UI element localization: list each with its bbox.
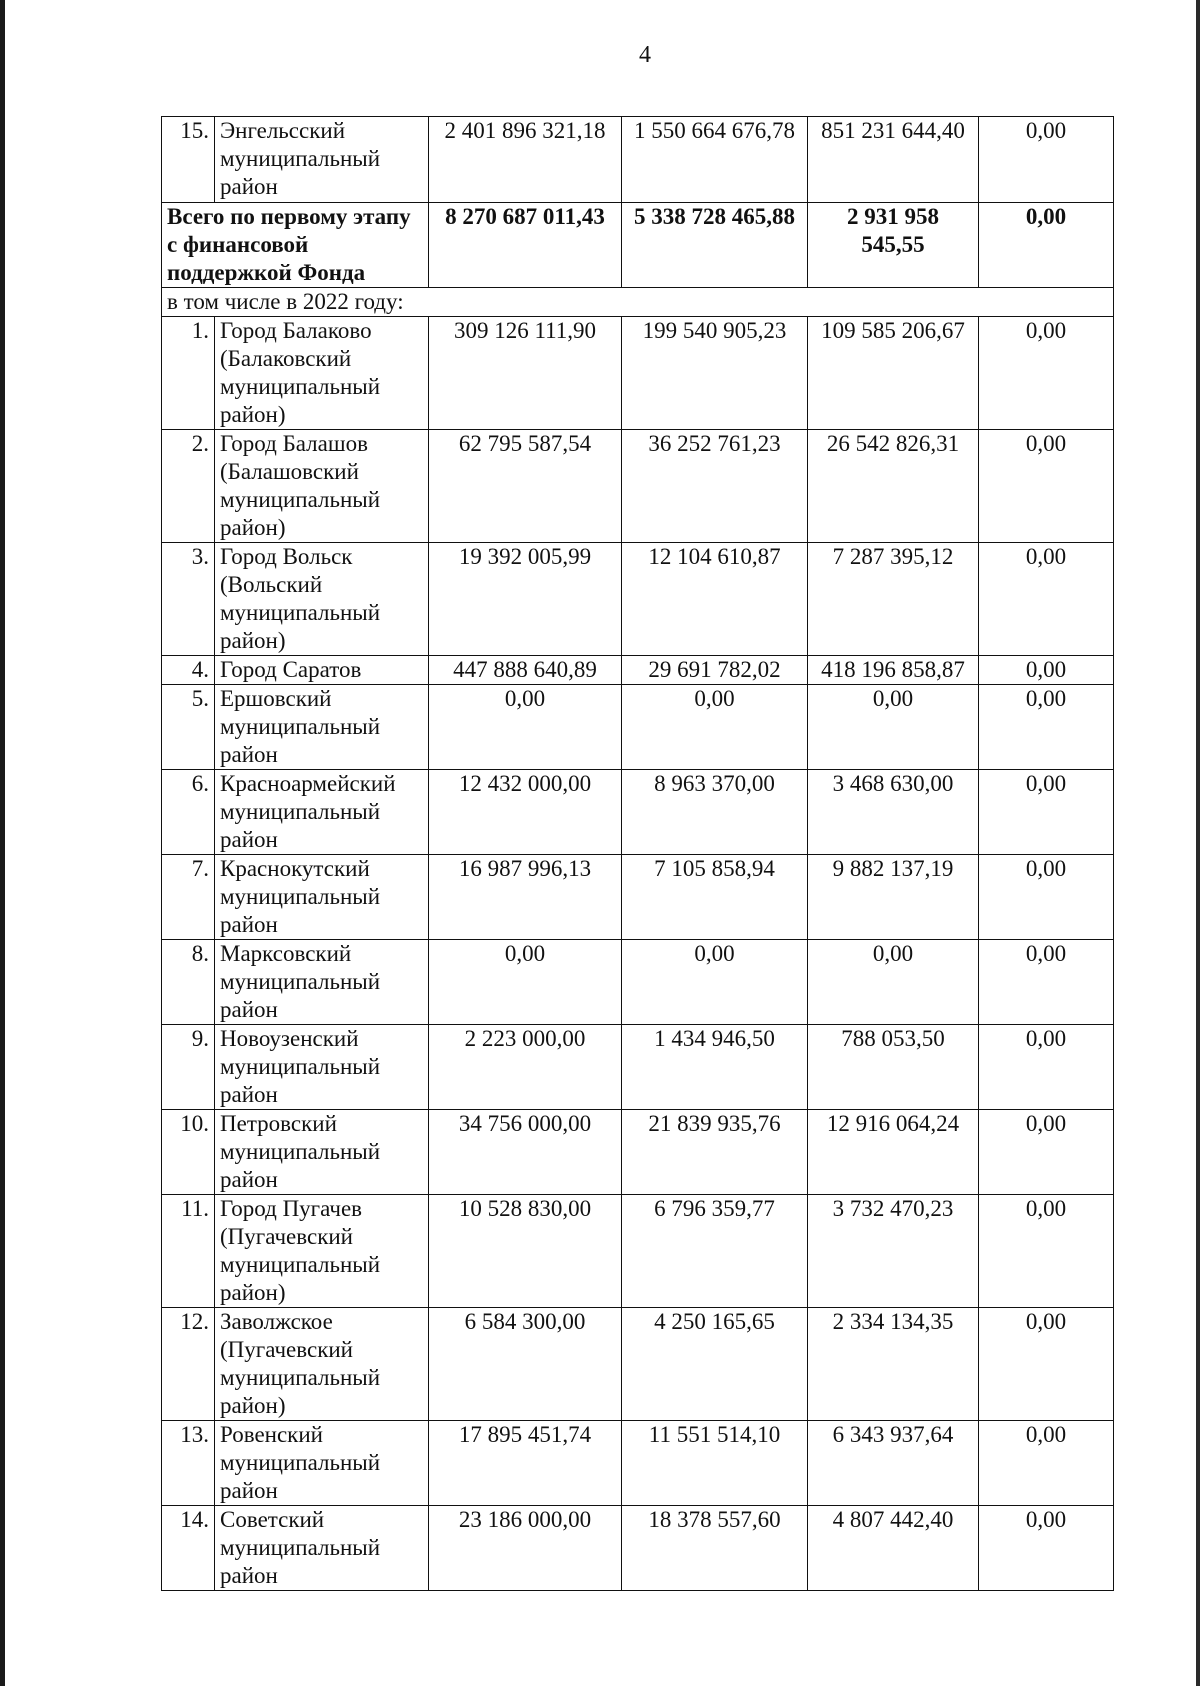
value-budget: 3 468 630,00 <box>808 770 979 855</box>
municipality-name: Новоузенский муниципальный район <box>215 1025 429 1110</box>
value-total: 23 186 000,00 <box>429 1506 622 1591</box>
value-extra: 0,00 <box>979 543 1114 656</box>
table-row <box>162 1195 1114 1308</box>
municipality-name: Петровский муниципальный район <box>215 1110 429 1195</box>
table-row <box>162 656 1114 685</box>
value-fund: 6 796 359,77 <box>622 1195 808 1308</box>
value-budget: 109 585 206,67 <box>808 317 979 430</box>
value-fund: 7 105 858,94 <box>622 855 808 940</box>
value-extra: 0,00 <box>979 940 1114 1025</box>
value-extra: 0,00 <box>979 1110 1114 1195</box>
page-number: 4 <box>639 42 651 68</box>
value-extra: 0,00 <box>979 770 1114 855</box>
row-number: 8. <box>162 940 215 1025</box>
value-extra: 0,00 <box>979 117 1114 203</box>
municipality-name: Краснокутский муниципальный район <box>215 855 429 940</box>
value-extra: 0,00 <box>979 317 1114 430</box>
table-row <box>162 1110 1114 1195</box>
table-row <box>162 940 1114 1025</box>
value-extra: 0,00 <box>979 685 1114 770</box>
value-total: 2 223 000,00 <box>429 1025 622 1110</box>
municipality-name: Марксовский муниципальный район <box>215 940 429 1025</box>
total-value-budget: 2 931 958 545,55 <box>808 203 979 288</box>
value-fund: 0,00 <box>622 940 808 1025</box>
scan-edge-left <box>0 0 5 1686</box>
municipality-name: Заволжское (Пугачевский муниципальный район) <box>215 1308 429 1421</box>
table-row <box>162 1308 1114 1421</box>
value-budget: 4 807 442,40 <box>808 1506 979 1591</box>
value-budget: 418 196 858,87 <box>808 656 979 685</box>
value-extra: 0,00 <box>979 1421 1114 1506</box>
value-budget: 6 343 937,64 <box>808 1421 979 1506</box>
value-budget: 26 542 826,31 <box>808 430 979 543</box>
row-number: 3. <box>162 543 215 656</box>
municipality-name: Город Вольск (Вольский муниципальный район) <box>215 543 429 656</box>
table-row <box>162 1025 1114 1110</box>
value-extra: 0,00 <box>979 1308 1114 1421</box>
value-total: 6 584 300,00 <box>429 1308 622 1421</box>
value-total: 0,00 <box>429 940 622 1025</box>
municipality-name: Город Балаково (Балаковский муниципальный район) <box>215 317 429 430</box>
table-row <box>162 430 1114 543</box>
municipality-name: Энгельсский муниципальный район <box>215 117 429 203</box>
value-budget: 2 334 134,35 <box>808 1308 979 1421</box>
value-total: 16 987 996,13 <box>429 855 622 940</box>
total-value-extra: 0,00 <box>979 203 1114 288</box>
table-row <box>162 855 1114 940</box>
value-fund: 0,00 <box>622 685 808 770</box>
value-budget: 0,00 <box>808 685 979 770</box>
value-fund: 21 839 935,76 <box>622 1110 808 1195</box>
row-number: 7. <box>162 855 215 940</box>
table-row <box>162 685 1114 770</box>
row-number: 4. <box>162 656 215 685</box>
row-number: 5. <box>162 685 215 770</box>
table-row <box>162 317 1114 430</box>
value-fund: 8 963 370,00 <box>622 770 808 855</box>
municipality-name: Ершовский муниципальный район <box>215 685 429 770</box>
value-fund: 29 691 782,02 <box>622 656 808 685</box>
row-number: 13. <box>162 1421 215 1506</box>
value-budget: 3 732 470,23 <box>808 1195 979 1308</box>
scan-edge-right <box>1196 0 1200 1686</box>
value-extra: 0,00 <box>979 1025 1114 1110</box>
municipality-name: Советский муниципальный район <box>215 1506 429 1591</box>
financing-table <box>161 116 1114 1591</box>
value-fund: 4 250 165,65 <box>622 1308 808 1421</box>
row-number: 2. <box>162 430 215 543</box>
value-budget: 0,00 <box>808 940 979 1025</box>
row-number: 15. <box>162 117 215 203</box>
value-fund: 199 540 905,23 <box>622 317 808 430</box>
value-fund: 36 252 761,23 <box>622 430 808 543</box>
value-extra: 0,00 <box>979 656 1114 685</box>
value-total: 10 528 830,00 <box>429 1195 622 1308</box>
value-total: 2 401 896 321,18 <box>429 117 622 203</box>
municipality-name: Ровенский муниципальный район <box>215 1421 429 1506</box>
value-total: 17 895 451,74 <box>429 1421 622 1506</box>
municipality-name: Город Пугачев (Пугачевский муниципальный район) <box>215 1195 429 1308</box>
total-value-fund: 5 338 728 465,88 <box>622 203 808 288</box>
value-total: 19 392 005,99 <box>429 543 622 656</box>
total-row <box>162 203 1114 288</box>
value-total: 0,00 <box>429 685 622 770</box>
value-fund: 18 378 557,60 <box>622 1506 808 1591</box>
subheader-text: в том числе в 2022 году: <box>162 288 1114 317</box>
value-total: 447 888 640,89 <box>429 656 622 685</box>
row-number: 6. <box>162 770 215 855</box>
value-total: 12 432 000,00 <box>429 770 622 855</box>
total-label: Всего по первому этапу с финансовой поддержкой Фонда <box>162 203 429 288</box>
table-row <box>162 1506 1114 1591</box>
value-fund: 1 550 664 676,78 <box>622 117 808 203</box>
row-number: 10. <box>162 1110 215 1195</box>
table-row <box>162 1421 1114 1506</box>
value-budget: 788 053,50 <box>808 1025 979 1110</box>
value-extra: 0,00 <box>979 1506 1114 1591</box>
municipality-name: Город Балашов (Балашовский муниципальный район) <box>215 430 429 543</box>
value-budget: 851 231 644,40 <box>808 117 979 203</box>
row-number: 1. <box>162 317 215 430</box>
total-value-total: 8 270 687 011,43 <box>429 203 622 288</box>
value-budget: 7 287 395,12 <box>808 543 979 656</box>
value-extra: 0,00 <box>979 430 1114 543</box>
row-number: 9. <box>162 1025 215 1110</box>
value-fund: 11 551 514,10 <box>622 1421 808 1506</box>
municipality-name: Красноармейский муниципальный район <box>215 770 429 855</box>
value-fund: 1 434 946,50 <box>622 1025 808 1110</box>
value-extra: 0,00 <box>979 855 1114 940</box>
value-fund: 12 104 610,87 <box>622 543 808 656</box>
row-number: 11. <box>162 1195 215 1308</box>
municipality-name: Город Саратов <box>215 656 429 685</box>
table-row <box>162 543 1114 656</box>
value-total: 62 795 587,54 <box>429 430 622 543</box>
table-row <box>162 770 1114 855</box>
value-total: 34 756 000,00 <box>429 1110 622 1195</box>
value-total: 309 126 111,90 <box>429 317 622 430</box>
subheader-row <box>162 288 1114 317</box>
row-number: 14. <box>162 1506 215 1591</box>
value-budget: 12 916 064,24 <box>808 1110 979 1195</box>
value-budget: 9 882 137,19 <box>808 855 979 940</box>
value-extra: 0,00 <box>979 1195 1114 1308</box>
row-number: 12. <box>162 1308 215 1421</box>
table-row <box>162 117 1114 203</box>
